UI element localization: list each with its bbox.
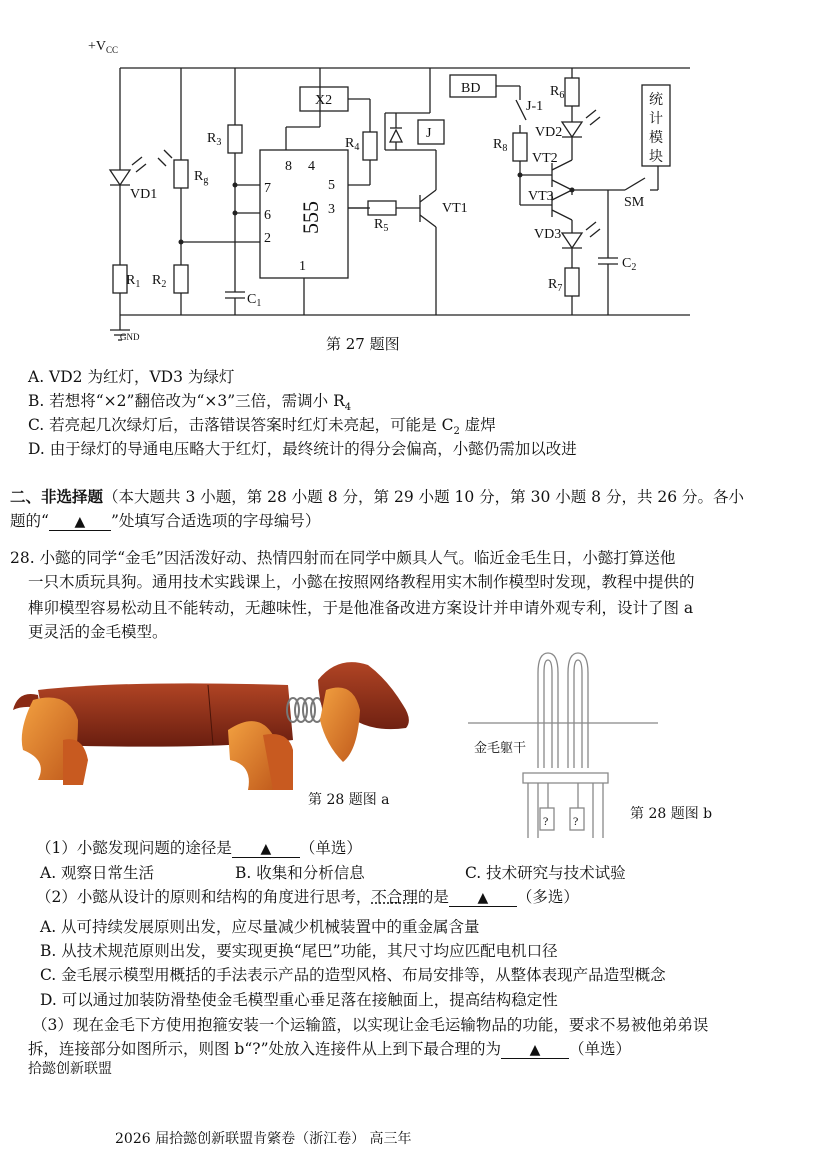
fig28b-caption: 第 28 题图 b (630, 806, 713, 822)
page-footer: 2026 届拾懿创新联盟肯綮卷（浙江卷） 高三年 (115, 1131, 412, 1147)
svg-text:VT3: VT3 (528, 189, 554, 204)
wooden-dog-figure (8, 650, 418, 800)
vd1-label: VD1 (130, 187, 158, 202)
svg-text:BD: BD (461, 81, 481, 96)
svg-text:6: 6 (264, 208, 271, 223)
q27-option-c: C. 若亮起几次绿灯后，击落错误答案时红灯未亮起，可能是 $C_2$ 虚焊 (28, 416, 496, 438)
alliance-marker: 拾懿创新联盟 (28, 1061, 112, 1077)
vcc-label: +V (88, 39, 107, 54)
svg-text:R2: $R_2$ (152, 273, 167, 290)
q28-sub3-line2: 拆，连接部分如图所示，则图 b“?”处放入连接件从上到下最合理的为 ▲ （单选） (28, 1040, 632, 1058)
svg-text:VT2: VT2 (532, 151, 558, 166)
q28-sub1-option-a: A. 观察日常生活 (40, 864, 155, 882)
svg-text:3: 3 (328, 202, 335, 217)
svg-text:R8: $R_8$ (493, 137, 508, 154)
svg-text:J-1: J-1 (526, 99, 544, 114)
q28-sub2-option-a: A. 从可持续发展原则出发，应尽量减少机械装置中的重金属含量 (40, 918, 480, 936)
q27-option-b: B. 若想将“×2”翻倍改为“×3”三倍，需调小 $R_4$ (28, 392, 352, 414)
svg-text:块: 块 (649, 150, 663, 165)
svg-text:J: J (426, 126, 432, 141)
svg-text:统: 统 (649, 93, 663, 108)
svg-text:VT1: VT1 (442, 201, 468, 216)
svg-text:C1: $C_1$ (247, 292, 262, 309)
svg-text:C2: $C_2$ (622, 256, 637, 273)
gnd-label: GND (120, 332, 140, 342)
svg-text:8: 8 (285, 159, 292, 174)
q28-line3: 榫卯模型容易松动且不能转动，无趣味性，于是他准备改进方案设计并申请外观专利，设计了图 a (28, 599, 694, 617)
q28-sub1-option-c: C. 技术研究与技术试验 (465, 864, 626, 882)
circuit-diagram (80, 30, 695, 360)
section2-heading: 二、非选择题 (10, 487, 104, 506)
q28-sub1: （1）小懿发现问题的途径是 ▲ （单选） (36, 839, 362, 857)
chip-555-label: 555 (298, 201, 323, 234)
section2-line2: 题的“ ▲ ”处填写合适选项的字母编号） (10, 512, 321, 530)
torso-label: 金毛躯干 (474, 740, 527, 755)
section2-line1: 二、非选择题（本大题共 3 小题，第 28 小题 8 分，第 29 小题 10 分，第 30 小题 8 分，共 26 分。各小 (10, 487, 745, 506)
svg-text:VD3: VD3 (534, 227, 562, 242)
svg-text:?: ? (543, 814, 549, 828)
svg-text:VD2: VD2 (535, 125, 563, 140)
svg-text:1: 1 (299, 259, 306, 274)
svg-text:+VCC: $+V_{CC}$ (88, 39, 119, 55)
svg-text:SM: SM (624, 195, 645, 210)
svg-text:7: 7 (264, 181, 271, 196)
svg-text:模: 模 (649, 131, 663, 146)
svg-text:R6: $R_6$ (550, 84, 565, 101)
q27-option-a: A. VD2 为红灯，VD3 为绿灯 (28, 368, 235, 386)
svg-text:5: 5 (328, 178, 335, 193)
svg-text:2: 2 (264, 231, 271, 246)
svg-text:4: 4 (308, 159, 315, 174)
svg-text:R4: $R_4$ (345, 136, 360, 153)
fig27-caption: 第 27 题图 (326, 335, 400, 353)
q27-option-d: D. 由于绿灯的导通电压略大于红灯，最终统计的得分会偏高，小懿仍需加以改进 (28, 440, 577, 458)
q28-sub2: （2）小懿从设计的原则和结构的角度进行思考，不合理的是 ▲ （多选） (36, 888, 579, 906)
svg-text:R3: $R_3$ (207, 131, 222, 148)
q28-line1: 28. 小懿的同学“金毛”因活泼好动、热情四射而在同学中颇具人气。临近金毛生日，小懿打算送他 (10, 549, 676, 567)
q28-sub3-line1: （3）现在金毛下方使用抱箍安装一个运输篮，以实现让金毛运输物品的功能，要求不易被他弟弟误 (32, 1016, 709, 1034)
q28-line4: 更灵活的金毛模型。 (28, 623, 168, 641)
svg-text:X2: X2 (315, 93, 333, 108)
svg-text:?: ? (573, 814, 579, 828)
svg-text:R1: $R_1$ (126, 273, 141, 290)
q28-line2: 一只木质玩具狗。通用技术实践课上，小懿在按照网络教程用实木制作模型时发现，教程中提供的 (28, 573, 695, 591)
q28-sub2-option-d: D. 可以通过加装防滑垫使金毛模型重心垂足落在接触面上，提高结构稳定性 (40, 991, 558, 1009)
q28-sub1-option-b: B. 收集和分析信息 (235, 864, 365, 882)
q28-sub2-option-b: B. 从技术规范原则出发，要实现更换“尾巴”功能，其尺寸均应匹配电机口径 (40, 942, 558, 960)
svg-text:R5: $R_5$ (374, 217, 389, 234)
fig28a-caption: 第 28 题图 a (308, 792, 390, 808)
svg-text:计: 计 (649, 112, 663, 127)
svg-text:Rg: $R_g$ (194, 169, 209, 186)
svg-text:R7: $R_7$ (548, 277, 563, 294)
emphasis-text: 不合理 (371, 888, 418, 906)
q28-sub2-option-c: C. 金毛展示模型用概括的手法表示产品的造型风格、布局安排等，从整体表现产品造型概念 (40, 966, 666, 984)
